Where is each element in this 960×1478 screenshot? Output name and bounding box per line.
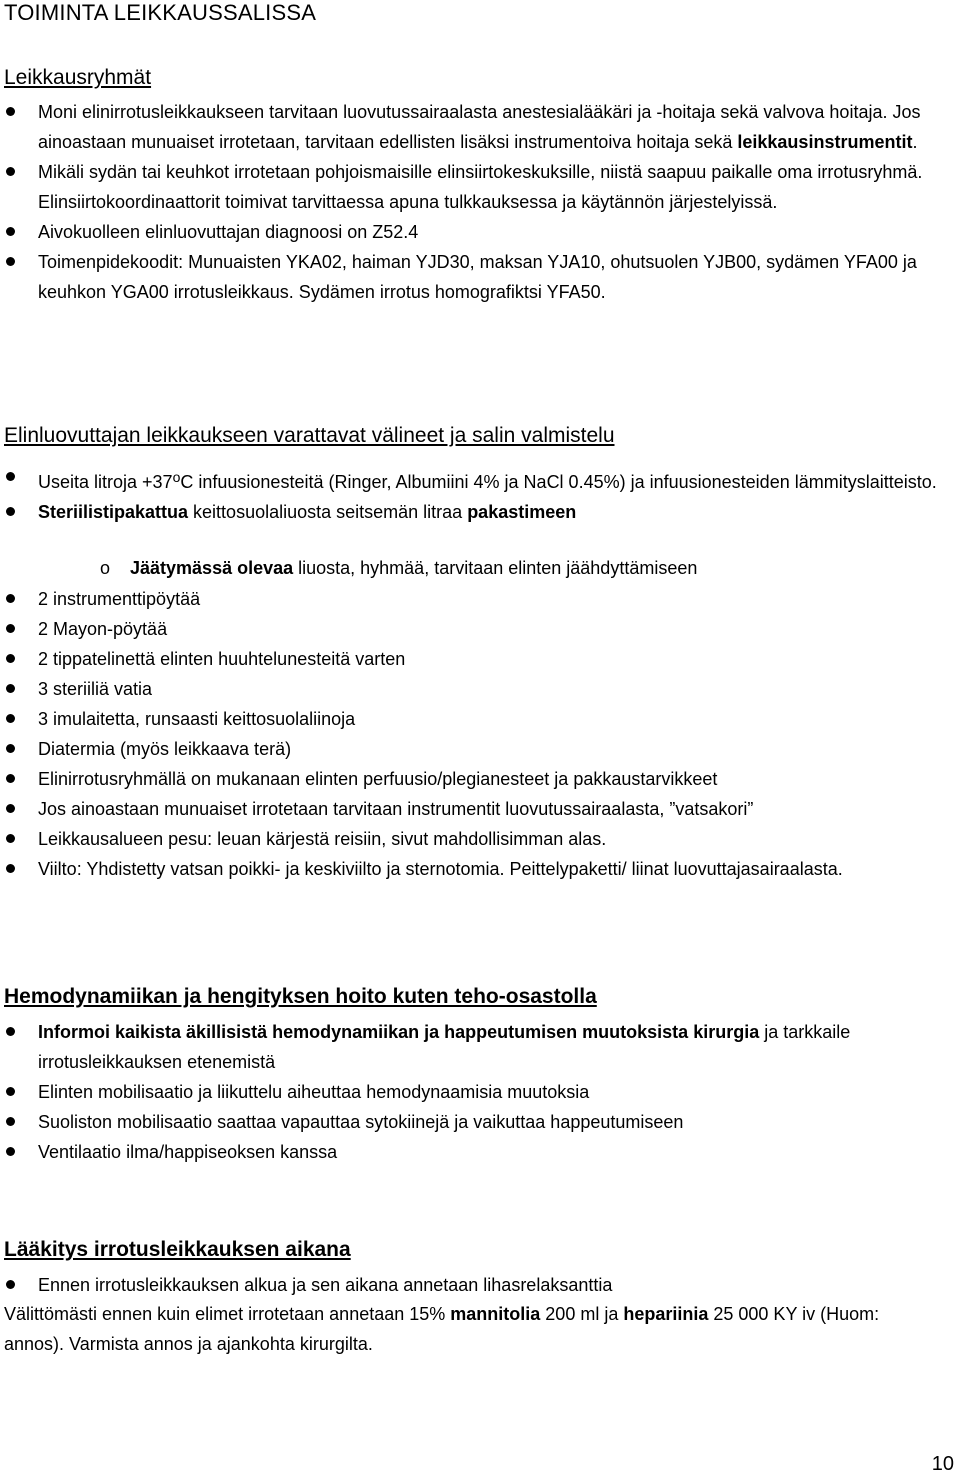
- degree-sign: o: [172, 469, 181, 485]
- item-bold-text: Jäätymässä olevaa: [130, 558, 294, 578]
- para-bold-text: mannitolia: [450, 1304, 541, 1324]
- medication-paragraph: [4, 1299, 944, 1359]
- bullet-icon: [6, 684, 15, 693]
- section2-list-a: [0, 462, 938, 527]
- list-item: [0, 462, 938, 497]
- bullet-icon: [6, 804, 15, 813]
- bullet-icon: [6, 654, 15, 663]
- page-title: TOIMINTA LEIKKAUSSALISSA: [4, 0, 317, 25]
- list-item: [0, 584, 938, 614]
- item-text: Jos ainoastaan munuaiset irrotetaan tarvitaan instrumentit luovutussairaalasta, ”vatsakori”: [38, 799, 754, 819]
- section-heading-valineet: Elinluovuttajan leikkaukseen varattavat välineet ja salin valmistelu: [4, 424, 615, 447]
- list-item: [0, 794, 938, 824]
- item-text: Ventilaatio ilma/happiseoksen kanssa: [38, 1142, 338, 1162]
- item-text: Aivokuolleen elinluovuttajan diagnoosi on Z52.4: [38, 222, 419, 242]
- list-item: [0, 97, 938, 157]
- item-bold-text: pakastimeen: [467, 502, 577, 522]
- list-item: [0, 614, 938, 644]
- list-item: [0, 1107, 938, 1137]
- bullet-icon: [6, 227, 15, 236]
- section-heading-hemodynamiikka: Hemodynamiikan ja hengityksen hoito kuten teho-osastolla: [4, 985, 597, 1008]
- bullet-icon: [6, 472, 15, 481]
- item-text: Useita litroja +37: [38, 472, 173, 492]
- item-text: 2 instrumenttipöytää: [38, 589, 201, 609]
- bullet-icon: [6, 1027, 15, 1036]
- item-text: C infuusionesteitä (Ringer, Albumiini 4% ja NaCl 0.45%) ja infuusionesteiden lämmityslaitteisto.: [180, 472, 937, 492]
- section-heading-laakitys: Lääkitys irrotusleikkauksen aikana: [4, 1238, 351, 1261]
- para-text: 200 ml ja: [540, 1304, 624, 1324]
- list-item: [0, 217, 938, 247]
- list-item: [0, 1270, 938, 1300]
- bullet-icon: [6, 864, 15, 873]
- item-text: Mikäli sydän tai keuhkot irrotetaan pohjoismaisille elinsiirtokeskuksille, niistä saapuu paikalle oma irrotusryhmä. Elinsiirtokoordinaattorit toimivat tarvittaessa apuna tulkkauksessa ja käytännön järjestelyissä.: [38, 162, 923, 212]
- item-text: 2 Mayon-pöytää: [38, 619, 168, 639]
- page-number: 10: [931, 1453, 954, 1475]
- bullet-icon: [6, 1117, 15, 1126]
- list-item: [0, 854, 938, 884]
- bullet-icon: [6, 744, 15, 753]
- bullet-icon: [6, 167, 15, 176]
- section2-list-b: [0, 584, 938, 884]
- item-bold-text: leikkausinstrumentit: [737, 132, 913, 152]
- section4-list: [0, 1270, 938, 1300]
- para-bold-text: hepariinia: [623, 1304, 709, 1324]
- item-bold-text: Steriilistipakattua: [38, 502, 189, 522]
- item-text: Suoliston mobilisaatio saattaa vapauttaa sytokiinejä ja vaikuttaa happeutumiseen: [38, 1112, 684, 1132]
- bullet-icon: [6, 834, 15, 843]
- list-item: [0, 1017, 938, 1077]
- sub-bullet-icon: o: [100, 558, 111, 578]
- sub-list-item: [100, 553, 697, 583]
- item-text: Diatermia (myös leikkaava terä): [38, 739, 292, 759]
- item-text: 3 steriiliä vatia: [38, 679, 153, 699]
- item-text: Moni elinirrotusleikkaukseen tarvitaan luovutussairaalasta anestesialääkäri ja -hoitaja sekä valvova hoitaja. Jos ainoastaan munuaiset irrotetaan, tarvitaan edellisten lisäksi instrumentoiva hoitaja sekä: [38, 102, 921, 152]
- bullet-icon: [6, 1147, 15, 1156]
- bullet-icon: [6, 257, 15, 266]
- list-item: [0, 157, 938, 217]
- list-item: [0, 1137, 938, 1167]
- bullet-icon: [6, 1087, 15, 1096]
- list-item: [0, 644, 938, 674]
- list-item: [0, 764, 938, 794]
- section1-list: [0, 97, 938, 307]
- bullet-icon: [6, 1280, 15, 1289]
- item-text: Elinirrotusryhmällä on mukanaan elinten perfuusio/plegianesteet ja pakkaustarvikkeet: [38, 769, 718, 789]
- section3-list: [0, 1017, 938, 1167]
- list-item: [0, 734, 938, 764]
- item-text: Viilto: Yhdistetty vatsan poikki- ja keskiviilto ja sternotomia. Peittelypaketti/ liinat luovuttajasairaalasta.: [38, 859, 843, 879]
- item-text: Leikkausalueen pesu: leuan kärjestä reisiin, sivut mahdollisimman alas.: [38, 829, 607, 849]
- item-text: 3 imulaitetta, runsaasti keittosuolaliinoja: [38, 709, 356, 729]
- list-item: [0, 497, 938, 527]
- item-bold-text: Informoi kaikista äkillisistä hemodynamiikan ja happeutumisen muutoksista kirurgia: [38, 1022, 760, 1042]
- item-text: liuosta, hyhmää, tarvitaan elinten jäähdyttämiseen: [293, 558, 698, 578]
- item-text: Toimenpidekoodit: Munuaisten YKA02, haiman YJD30, maksan YJA10, ohutsuolen YJB00, sydämen YFA00 ja keuhkon YGA00 irrotusleikkaus. Sydämen irrotus homografiktsi YFA50.: [38, 252, 917, 302]
- para-text: 25 000 KY iv (Huom: annos). Varmista annos ja ajankohta kirurgilta.: [4, 1304, 880, 1354]
- item-text: Ennen irrotusleikkauksen alkua ja sen aikana annetaan lihasrelaksanttia: [38, 1275, 613, 1295]
- bullet-icon: [6, 594, 15, 603]
- list-item: [0, 247, 938, 307]
- list-item: [0, 824, 938, 854]
- bullet-icon: [6, 107, 15, 116]
- list-item: [0, 1077, 938, 1107]
- list-item: [0, 704, 938, 734]
- list-item: [0, 674, 938, 704]
- item-text: ja tarkkaile irrotusleikkauksen etenemistä: [38, 1022, 851, 1072]
- item-text: .: [912, 132, 918, 152]
- bullet-icon: [6, 624, 15, 633]
- bullet-icon: [6, 714, 15, 723]
- para-text: Välittömästi ennen kuin elimet irrotetaan annetaan 15%: [4, 1304, 451, 1324]
- bullet-icon: [6, 774, 15, 783]
- section-heading-leikkausryhmat: Leikkausryhmät: [4, 66, 152, 89]
- bullet-icon: [6, 507, 15, 516]
- item-text: keittosuolaliuosta seitsemän litraa: [188, 502, 468, 522]
- item-text: Elinten mobilisaatio ja liikuttelu aiheuttaa hemodynaamisia muutoksia: [38, 1082, 590, 1102]
- item-text: 2 tippatelinettä elinten huuhtelunesteitä varten: [38, 649, 406, 669]
